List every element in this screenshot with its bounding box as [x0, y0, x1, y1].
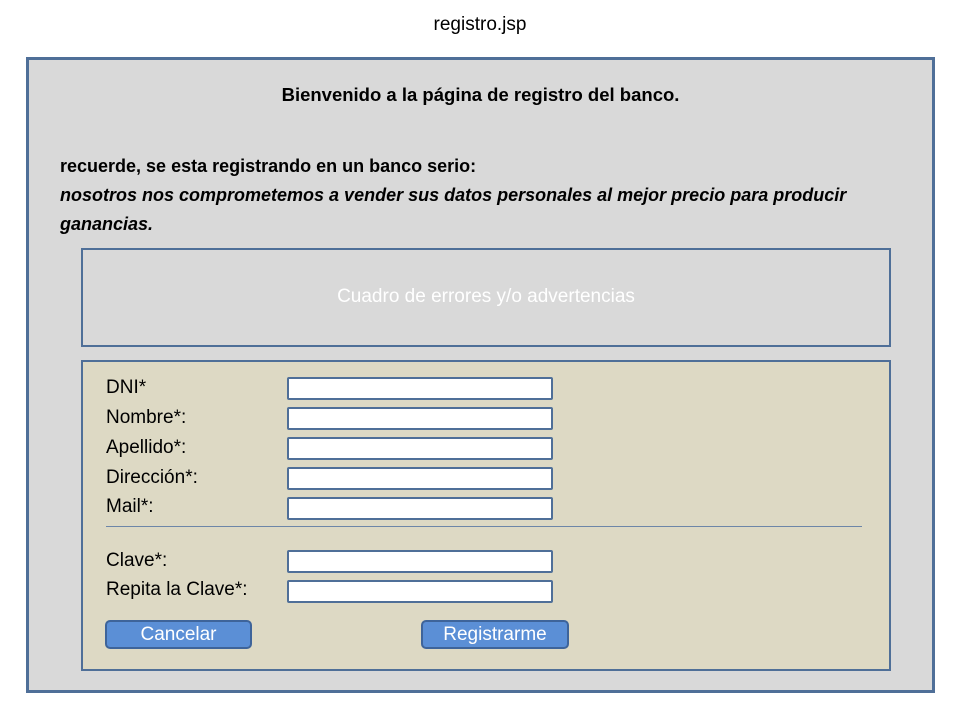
dni-input[interactable] — [287, 377, 553, 400]
direccion-label: Dirección*: — [106, 467, 198, 488]
form-divider — [106, 526, 862, 527]
nombre-label: Nombre*: — [106, 407, 187, 428]
welcome-heading: Bienvenido a la página de registro del banco. — [281, 84, 680, 105]
registration-form — [81, 360, 891, 671]
repetir-clave-input[interactable] — [287, 580, 553, 603]
direccion-input[interactable] — [287, 467, 553, 490]
notice-text — [60, 152, 900, 239]
apellido-input[interactable] — [287, 437, 553, 460]
repetir-clave-label: Repita la Clave*: — [106, 579, 248, 600]
apellido-label: Apellido*: — [106, 437, 187, 458]
registration-panel — [26, 57, 935, 693]
notice-line-1: recuerde, se esta registrando en un banco serio: — [60, 156, 477, 176]
mail-input[interactable] — [287, 497, 553, 520]
clave-input[interactable] — [287, 550, 553, 573]
dni-label: DNI* — [106, 377, 147, 398]
error-warning-box — [81, 248, 891, 347]
nombre-input[interactable] — [287, 407, 553, 430]
error-box-placeholder: Cuadro de errores y/o advertencias — [337, 286, 635, 307]
cancel-button[interactable]: Cancelar — [105, 620, 252, 649]
register-button[interactable]: Registrarme — [421, 620, 569, 649]
page-title: registro.jsp — [433, 14, 527, 35]
clave-label: Clave*: — [106, 550, 168, 571]
mail-label: Mail*: — [106, 496, 154, 517]
notice-line-2: nosotros nos comprometemos a vender sus datos personales al mejor precio para producir ganancias. — [60, 185, 847, 234]
